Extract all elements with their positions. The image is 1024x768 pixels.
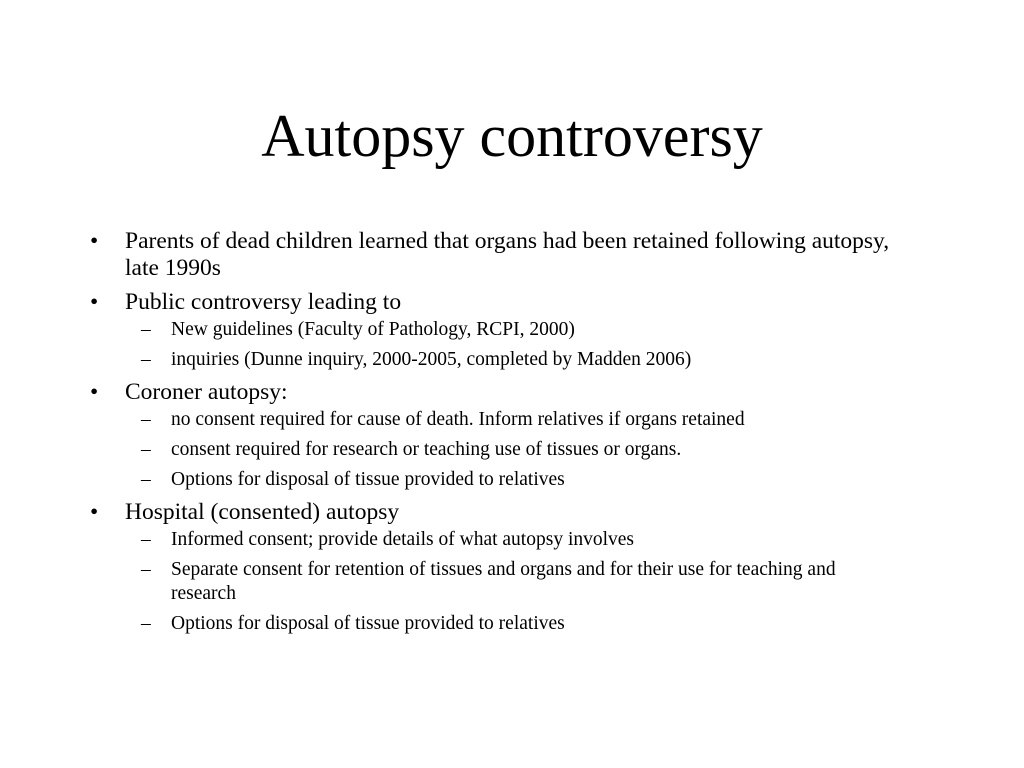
sub-bullet-text: Options for disposal of tissue provided to relatives [171, 613, 565, 634]
sub-bullet-marker: – [141, 349, 151, 370]
sub-bullet-marker: – [141, 439, 151, 460]
sub-bullet-marker: – [141, 409, 151, 430]
sub-bullet-text: Informed consent; provide details of what autopsy involves [171, 529, 635, 550]
sub-bullet-item [0, 348, 904, 372]
sub-bullet-marker: – [141, 559, 151, 580]
sub-bullet-marker: – [141, 319, 151, 340]
sub-bullet-list [125, 528, 904, 636]
sub-bullet-marker: – [141, 613, 151, 634]
sub-bullet-list [125, 318, 904, 372]
sub-bullet-marker: – [141, 469, 151, 490]
bullet-text: Parents of dead children learned that organs had been retained following autopsy, late 1990s [125, 228, 890, 281]
sub-bullet-text: inquiries (Dunne inquiry, 2000-2005, completed by Madden 2006) [171, 349, 692, 370]
sub-bullet-item [0, 612, 904, 636]
sub-bullet-item [0, 468, 904, 492]
sub-bullet-item [0, 558, 904, 606]
sub-bullet-item [0, 438, 904, 462]
bullet-item [0, 289, 1024, 372]
sub-bullet-item [0, 528, 904, 552]
sub-bullet-item [0, 408, 904, 432]
sub-bullet-item [0, 318, 904, 342]
sub-bullet-text: Separate consent for retention of tissues and organs and for their use for teaching and research [171, 559, 836, 604]
bullet-text: Coroner autopsy: [125, 379, 288, 405]
bullet-marker: • [90, 289, 99, 315]
bullet-marker: • [90, 499, 99, 525]
sub-bullet-text: no consent required for cause of death. Inform relatives if organs retained [171, 409, 745, 430]
sub-bullet-text: New guidelines (Faculty of Pathology, RCPI, 2000) [171, 319, 575, 340]
bullet-text: Hospital (consented) autopsy [125, 499, 400, 525]
sub-bullet-text: Options for disposal of tissue provided to relatives [171, 469, 565, 490]
bullet-item [0, 228, 1024, 282]
sub-bullet-text: consent required for research or teaching use of tissues or organs. [171, 439, 682, 460]
sub-bullet-marker: – [141, 529, 151, 550]
bullet-marker: • [90, 228, 99, 254]
bullet-item [0, 379, 1024, 492]
slide-title: Autopsy controversy [261, 103, 763, 169]
bullet-list [0, 228, 1024, 643]
sub-bullet-list [125, 408, 904, 492]
bullet-text: Public controversy leading to [125, 289, 402, 315]
bullet-marker: • [90, 379, 99, 405]
bullet-item [0, 499, 1024, 636]
